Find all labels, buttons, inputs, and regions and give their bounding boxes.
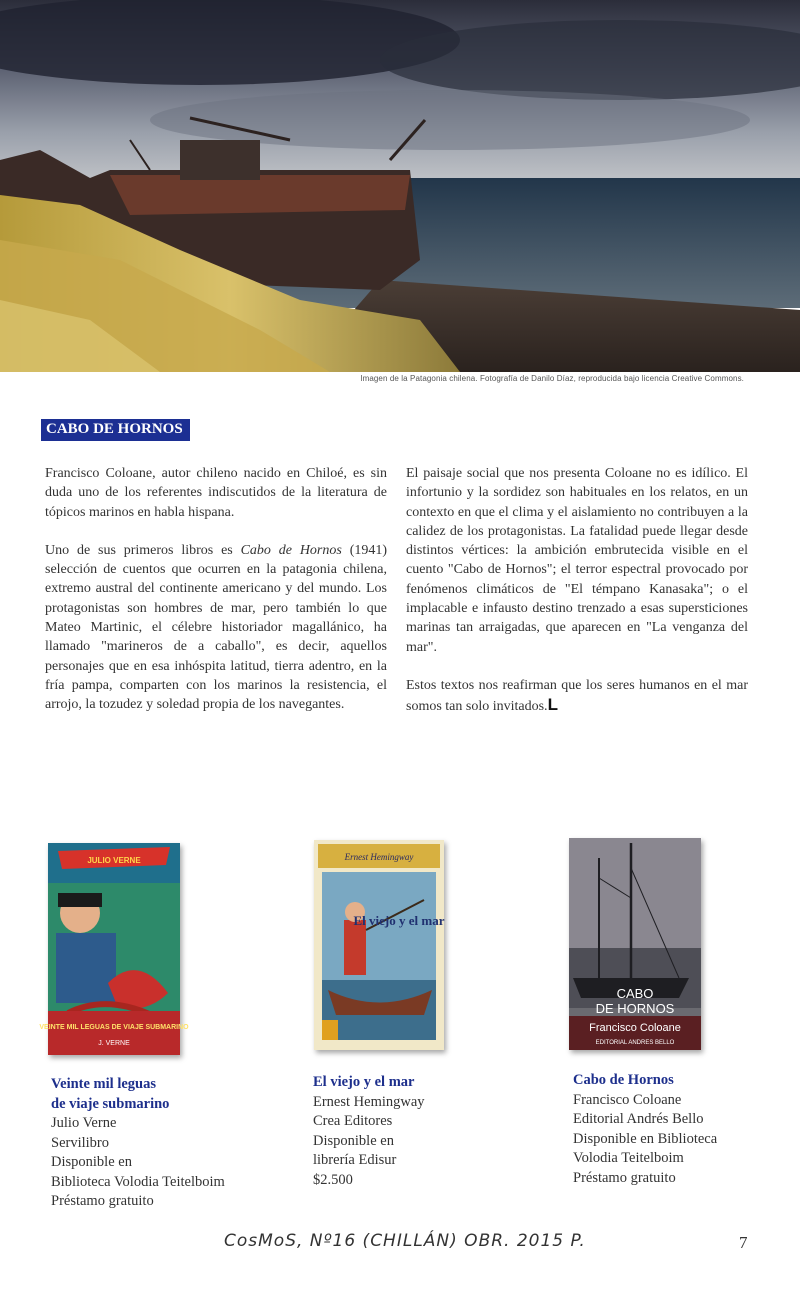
book-publisher: Servilibro	[51, 1134, 109, 1151]
book-availability: Disponible en	[313, 1132, 394, 1149]
book-availability: Disponible en Biblioteca	[573, 1130, 718, 1147]
book-title: de viaje submarino	[51, 1095, 170, 1112]
book-publisher: Editorial Andrés Bello	[573, 1111, 704, 1127]
cover-title: El viejo y el mar	[353, 913, 445, 928]
section-title: CABO DE HORNOS	[41, 419, 190, 441]
paragraph-intro: Uno de sus primeros libros es	[45, 542, 241, 558]
book-author: Ernest Hemingway	[313, 1093, 425, 1110]
article-column-left	[45, 464, 387, 734]
book-location: Volodia Teitelboim	[573, 1150, 684, 1166]
article-paragraph	[406, 676, 748, 717]
book-info-veinte-mil-leguas	[51, 1075, 225, 1212]
cover-publisher: EDITORIAL ANDRES BELLO	[595, 1040, 675, 1046]
hero-photo	[0, 0, 800, 372]
book-title: El viejo y el mar	[313, 1074, 415, 1090]
article-paragraph	[45, 541, 387, 715]
book-info-cabo-de-hornos	[573, 1071, 717, 1188]
book-cover-el-viejo-y-el-mar	[314, 840, 444, 1050]
cover-title: VEINTE MIL LEGUAS DE VIAJE SUBMARINO	[39, 1024, 189, 1031]
book-info-el-viejo-y-el-mar	[313, 1073, 425, 1190]
cover-author: Francisco Coloane	[589, 1022, 681, 1034]
cover-author: J. VERNE	[98, 1040, 130, 1047]
book-publisher: Crea Editores	[313, 1113, 393, 1129]
svg-text:JULIO VERNE: JULIO VERNE	[87, 856, 141, 865]
book-title: Veinte mil leguas	[51, 1076, 156, 1092]
cover-illustration	[569, 838, 701, 1050]
book-title: Cabo de Hornos	[573, 1072, 674, 1088]
article-column-right	[406, 464, 748, 736]
book-location: Biblioteca Volodia Teitelboim	[51, 1173, 225, 1190]
shipwreck-photo	[0, 0, 800, 372]
cover-top-author: Ernest Hemingway	[344, 852, 414, 862]
book-price: Préstamo gratuito	[51, 1193, 154, 1209]
cover-title-line1: CABO	[616, 986, 654, 1001]
end-mark: L	[547, 695, 558, 715]
book-cover-veinte-mil-leguas	[39, 843, 189, 1055]
book-price: $2.500	[313, 1171, 353, 1188]
paragraph-body: Estos textos nos reafirman que los seres humanos en el mar somos tan solo invitados.	[406, 677, 748, 715]
book-price: Préstamo gratuito	[573, 1169, 676, 1186]
book-author: Julio Verne	[51, 1115, 117, 1131]
book-location: librería Edisur	[313, 1152, 397, 1168]
cover-illustration	[39, 843, 189, 1055]
book-title-italic: Cabo de Hornos	[240, 542, 342, 558]
book-cover-cabo-de-hornos	[569, 838, 701, 1050]
photo-caption: Imagen de la Patagonia chilena. Fotografía de Danilo Díaz, reproducida bajo licencia Creative Commons.	[360, 374, 744, 383]
cover-illustration	[314, 840, 444, 1050]
cover-title-line2: DE HORNOS	[595, 1001, 675, 1016]
handwritten-source-note: CosMoS, Nº16 (CHILLÁN) OBR. 2015 P.	[224, 1231, 586, 1251]
book-availability: Disponible en	[51, 1154, 132, 1170]
paragraph-body: (1941) selección de cuentos que ocurren en la patagonia chilena, extremo austral del continente americano y del mundo. Los protagonistas son hombres de mar, pero también lo que Mateo Martinic, el célebre historiador magallánico, ha llamado "marineros de a caballo", es decir, aquellos personajes que en esa inhóspita latitud, tierra adentro, en la fría pampa, comparten con los marinos la resistencia, el arrojo, la tozudez y soledad propia de los navegantes.	[45, 542, 388, 713]
article-paragraph: Francisco Coloane, autor chileno nacido en Chiloé, es sin duda uno de los referentes indiscutidos de la literatura de tópicos marinos en habla hispana.	[45, 466, 387, 520]
page-number: 7	[739, 1233, 748, 1252]
book-author: Francisco Coloane	[573, 1091, 682, 1108]
article-paragraph: El paisaje social que nos presenta Coloane no es idílico. El infortunio y la sordidez son habituales en los relatos, en un contexto en que el clima y el aislamiento no contribuyen a la calidez de los protagonistas. La fatalidad puede llegar desde distintos vértices: la ambición embrutecida visible en el cuento "Cabo de Hornos"; el terror espectral provocado por fenómenos climáticos de "El témpano Kanasaka"; o el implacable e infausto destino trenzado a esas supersticiones marinas tan arraigadas, que aparecen en "La venganza del mar".	[406, 466, 748, 655]
